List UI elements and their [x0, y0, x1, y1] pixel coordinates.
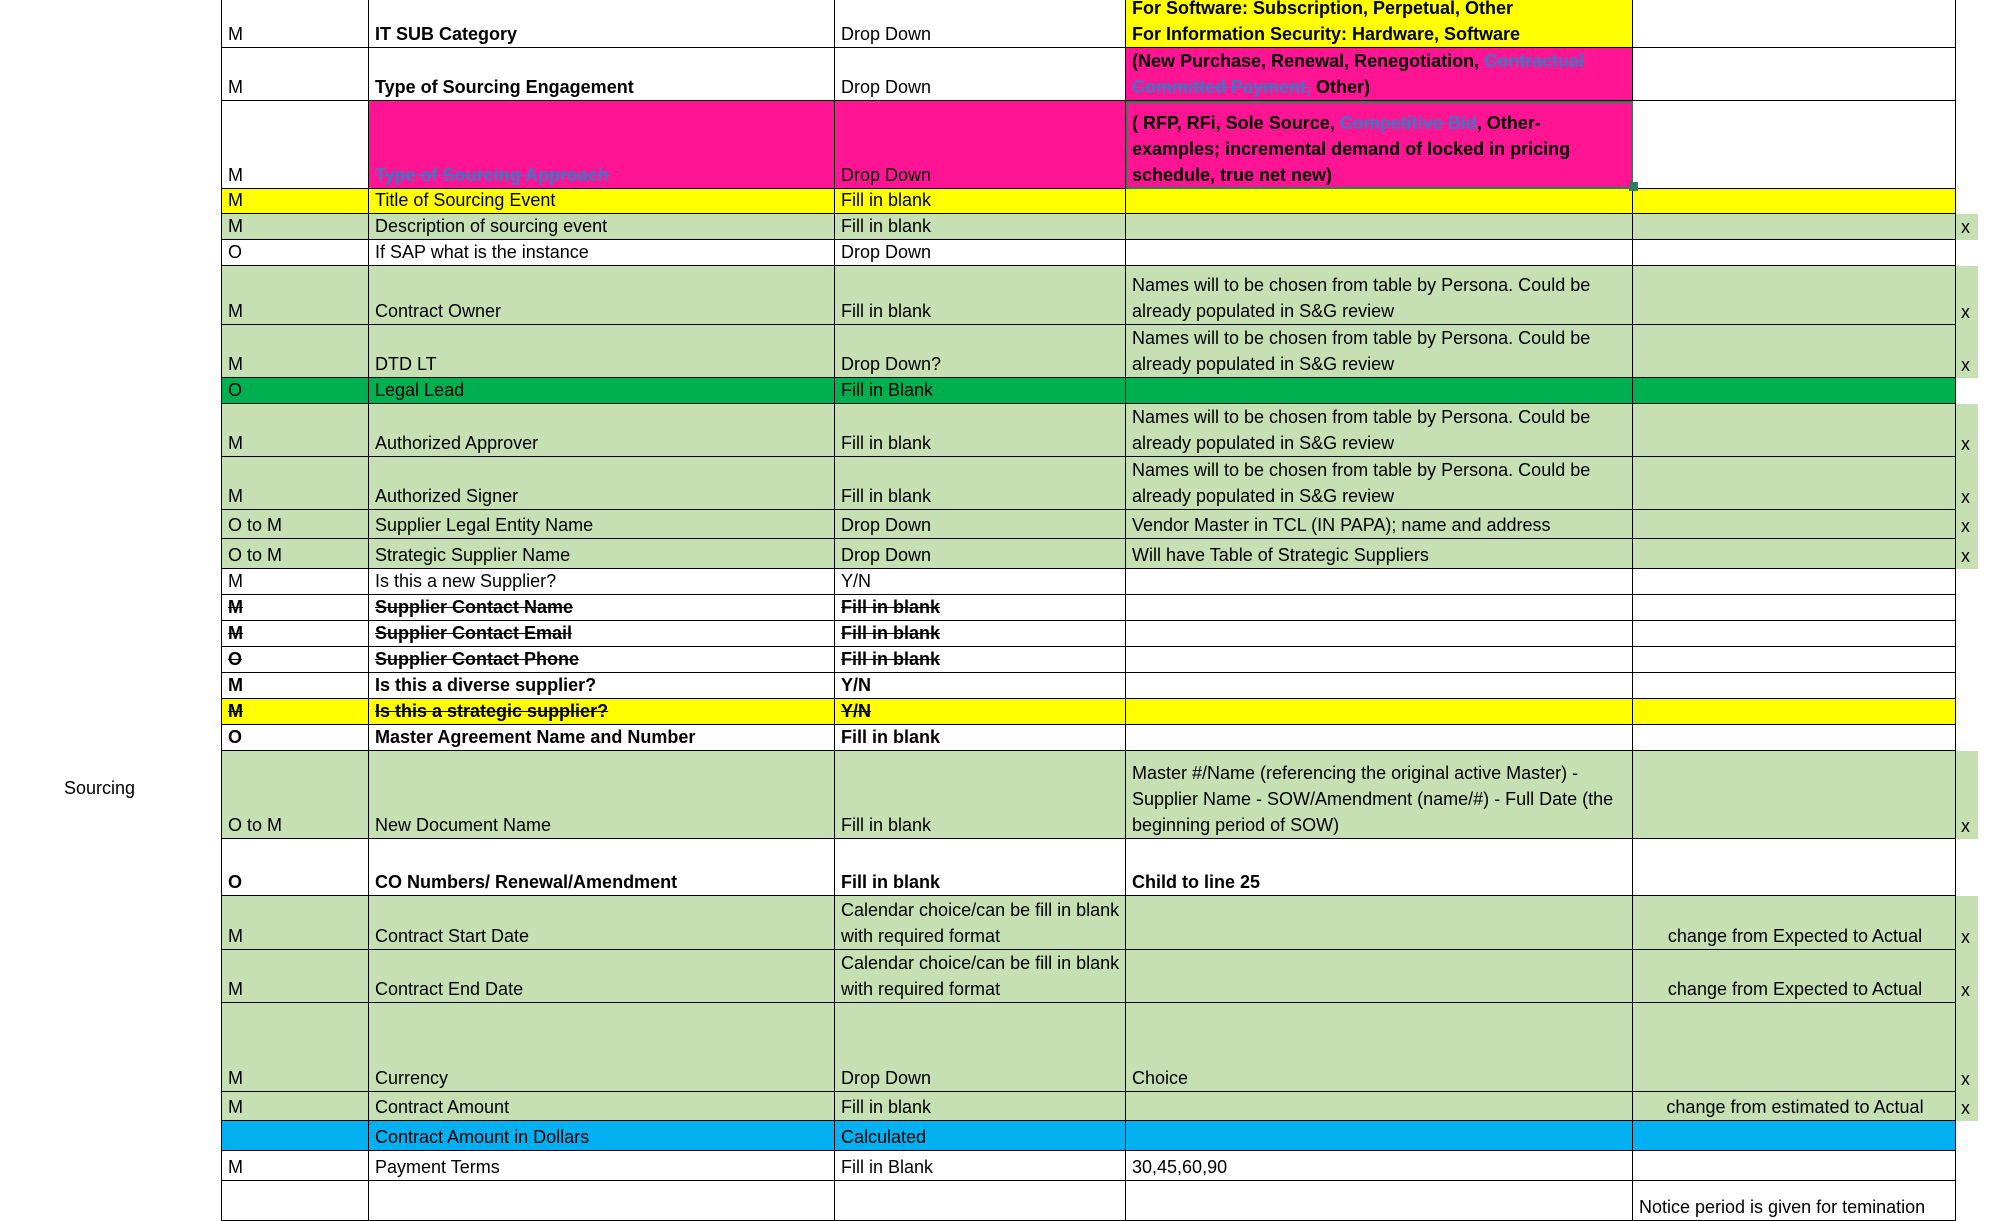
notes-cell[interactable]: [1633, 751, 1956, 839]
required-flag-text: M: [228, 979, 243, 999]
x-mark: x: [1961, 516, 1970, 536]
field-name-cell[interactable]: [369, 621, 835, 647]
input-type-cell[interactable]: [835, 699, 1126, 725]
allowed-values-text: 30,45,60,90: [1132, 1157, 1228, 1177]
x-mark: x: [1961, 217, 1970, 237]
table-row: [0, 539, 2000, 569]
required-flag-cell[interactable]: [221, 647, 369, 673]
field-name-text: If SAP what is the instance: [375, 242, 589, 262]
allowed-values-cell[interactable]: [1126, 457, 1633, 510]
required-flag-cell[interactable]: [221, 569, 369, 595]
table-row: [0, 510, 2000, 539]
field-name-text: IT SUB Category: [375, 24, 518, 44]
table-row: [0, 48, 2000, 101]
input-type-text: Fill in blank: [841, 872, 941, 892]
field-name-text: Title of Sourcing Event: [375, 190, 556, 210]
table-row: [0, 751, 2000, 839]
field-name-text: Contract End Date: [375, 979, 524, 999]
required-flag-text: M: [228, 571, 243, 591]
notes-cell[interactable]: [1633, 214, 1956, 240]
notes-cell[interactable]: [1633, 725, 1956, 751]
input-type-text: Drop Down: [841, 165, 932, 185]
required-flag-text: M: [228, 301, 243, 321]
field-name-text: New Document Name: [375, 815, 552, 835]
allowed-values-cell[interactable]: [1126, 214, 1633, 240]
required-flag-text: O: [228, 872, 243, 892]
allowed-values-cell[interactable]: [1126, 950, 1633, 1003]
allowed-values-cell[interactable]: [1126, 595, 1633, 621]
notes-text: change from estimated to Actual: [1666, 1097, 1924, 1117]
field-name-cell[interactable]: [369, 539, 835, 569]
input-type-cell[interactable]: [835, 48, 1126, 101]
notes-cell[interactable]: [1633, 539, 1956, 569]
allowed-values-cell[interactable]: [1126, 569, 1633, 595]
table-row: [0, 457, 2000, 510]
required-flag-cell[interactable]: [221, 595, 369, 621]
text-run: ( RFP, RFi, Sole Source,: [1132, 113, 1340, 133]
table-row: [0, 1151, 2000, 1181]
input-type-cell[interactable]: [835, 621, 1126, 647]
input-type-cell[interactable]: [835, 510, 1126, 539]
field-name-text: Supplier Contact Phone: [375, 649, 580, 669]
notes-cell[interactable]: [1633, 1092, 1956, 1121]
field-name-cell[interactable]: [369, 101, 835, 189]
field-name-cell[interactable]: [369, 725, 835, 751]
required-flag-text: M: [228, 1068, 243, 1088]
allowed-values-cell[interactable]: [1126, 647, 1633, 673]
allowed-values-text: Names will to be chosen from table by Persona. Could be already populated in S&G review: [1132, 275, 1591, 321]
notes-cell[interactable]: [1633, 950, 1956, 1003]
required-flag-text: M: [228, 216, 243, 236]
x-mark: x: [1961, 355, 1970, 375]
allowed-values-cell[interactable]: [1126, 101, 1633, 189]
table-row: [0, 699, 2000, 725]
field-name-text: Legal Lead: [375, 380, 465, 400]
field-name-cell[interactable]: [369, 1181, 835, 1221]
required-flag-cell[interactable]: [221, 950, 369, 1003]
input-type-cell[interactable]: [835, 189, 1126, 214]
required-flag-text: O: [228, 242, 243, 262]
field-name-text: Is this a new Supplier?: [375, 571, 557, 591]
field-name-cell[interactable]: [369, 214, 835, 240]
allowed-values-cell[interactable]: [1126, 325, 1633, 378]
table-row: [0, 595, 2000, 621]
table-row: [0, 404, 2000, 457]
input-type-text: Drop Down: [841, 515, 932, 535]
notes-cell[interactable]: [1633, 621, 1956, 647]
allowed-values-cell[interactable]: [1126, 839, 1633, 896]
table-row: [0, 378, 2000, 404]
notes-cell[interactable]: [1633, 404, 1956, 457]
x-mark: x: [1961, 980, 1970, 1000]
field-name-text: Type of Sourcing Engagement: [375, 77, 634, 97]
input-type-cell[interactable]: [835, 1121, 1126, 1151]
required-flag-cell[interactable]: [221, 896, 369, 950]
required-flag-text: O: [228, 727, 243, 747]
field-name-text: DTD LT: [375, 354, 437, 374]
field-name-text: Payment Terms: [375, 1157, 500, 1177]
required-flag-cell[interactable]: [221, 0, 369, 48]
input-type-text: Fill in blank: [841, 1097, 932, 1117]
table-row: [0, 101, 2000, 189]
table-row: [0, 214, 2000, 240]
input-type-cell[interactable]: [835, 457, 1126, 510]
input-type-cell[interactable]: [835, 539, 1126, 569]
notes-cell[interactable]: [1633, 189, 1956, 214]
required-flag-cell[interactable]: [221, 539, 369, 569]
input-type-text: Y/N: [841, 571, 872, 591]
input-type-cell[interactable]: [835, 569, 1126, 595]
required-flag-text: M: [228, 190, 243, 210]
allowed-values-cell[interactable]: [1126, 1092, 1633, 1121]
field-name-cell[interactable]: [369, 896, 835, 950]
field-name-cell[interactable]: [369, 1003, 835, 1092]
allowed-values-cell[interactable]: [1126, 0, 1633, 48]
input-type-text: Fill in blank: [841, 597, 941, 617]
notes-cell[interactable]: [1633, 1181, 1956, 1221]
text-run: Other): [1311, 77, 1371, 97]
field-name-text: Currency: [375, 1068, 449, 1088]
input-type-text: Fill in Blank: [841, 1157, 934, 1177]
input-type-text: Fill in blank: [841, 649, 941, 669]
allowed-values-text: [1132, 110, 1628, 188]
x-mark: x: [1961, 302, 1970, 322]
required-flag-text: O to M: [228, 545, 283, 565]
field-name-cell[interactable]: [369, 1151, 835, 1181]
input-type-text: Drop Down?: [841, 354, 942, 374]
notes-text: change from Expected to Actual: [1667, 926, 1923, 946]
notes-cell[interactable]: [1633, 1121, 1956, 1151]
field-name-cell[interactable]: [369, 189, 835, 214]
field-name-text: Contract Owner: [375, 301, 502, 321]
table-row: [0, 647, 2000, 673]
input-type-text: Drop Down: [841, 1068, 932, 1088]
field-name-cell[interactable]: [369, 647, 835, 673]
field-name-cell[interactable]: [369, 751, 835, 839]
input-type-cell[interactable]: [835, 240, 1126, 266]
allowed-values-cell[interactable]: [1126, 48, 1633, 101]
input-type-text: Fill in blank: [841, 190, 932, 210]
input-type-cell[interactable]: [835, 1003, 1126, 1092]
notes-cell[interactable]: [1633, 457, 1956, 510]
required-flag-cell[interactable]: [221, 325, 369, 378]
input-type-cell[interactable]: [835, 1181, 1126, 1221]
required-flag-text: M: [228, 926, 243, 946]
allowed-values-cell[interactable]: [1126, 189, 1633, 214]
field-name-cell[interactable]: [369, 839, 835, 896]
notes-text: change from Expected to Actual: [1667, 979, 1923, 999]
required-flag-text: M: [228, 675, 243, 695]
x-mark: x: [1961, 546, 1970, 566]
required-flag-cell[interactable]: [221, 266, 369, 325]
field-name-text: Is this a strategic supplier?: [375, 701, 609, 721]
input-type-cell[interactable]: [835, 950, 1126, 1003]
field-name-text: [375, 162, 830, 188]
input-type-cell[interactable]: [835, 378, 1126, 404]
field-name-cell[interactable]: [369, 48, 835, 101]
field-name-cell[interactable]: [369, 950, 835, 1003]
allowed-values-text: Names will to be chosen from table by Persona. Could be already populated in S&G review: [1132, 407, 1591, 453]
x-mark: x: [1961, 434, 1970, 454]
section-label-sourcing: Sourcing: [64, 778, 136, 798]
required-flag-text: M: [228, 623, 243, 643]
input-type-text: Calendar choice/can be fill in blank with required format: [841, 900, 1120, 946]
text-run: , Other-examples; incremental demand of locked in pricing schedule, true net new): [1132, 113, 1571, 185]
field-name-text: Strategic Supplier Name: [375, 545, 571, 565]
table-row: [0, 0, 2000, 48]
input-type-text: Fill in Blank: [841, 380, 934, 400]
required-flag-cell[interactable]: [221, 1092, 369, 1121]
table-row: [0, 1092, 2000, 1121]
field-name-text: Authorized Signer: [375, 486, 519, 506]
text-run: (New Purchase, Renewal, Renegotiation,: [1132, 51, 1485, 71]
x-mark: x: [1961, 816, 1970, 836]
allowed-values-cell[interactable]: [1126, 725, 1633, 751]
allowed-values-cell[interactable]: [1126, 1181, 1633, 1221]
input-type-text: Drop Down: [841, 242, 932, 262]
field-name-text: Master Agreement Name and Number: [375, 727, 696, 747]
required-flag-cell[interactable]: [221, 240, 369, 266]
notes-cell[interactable]: [1633, 569, 1956, 595]
notes-cell[interactable]: [1633, 48, 1956, 101]
required-flag-cell[interactable]: [221, 101, 369, 189]
field-name-cell[interactable]: [369, 673, 835, 699]
field-name-text: Supplier Contact Name: [375, 597, 574, 617]
allowed-values-text: [1132, 48, 1628, 100]
allowed-values-text: Choice: [1132, 1068, 1189, 1088]
table-row: [0, 1003, 2000, 1092]
input-type-cell[interactable]: [835, 214, 1126, 240]
input-type-text: Fill in blank: [841, 486, 932, 506]
required-flag-cell[interactable]: [221, 699, 369, 725]
required-flag-cell[interactable]: [221, 839, 369, 896]
input-type-cell[interactable]: [835, 595, 1126, 621]
notes-cell[interactable]: [1633, 378, 1956, 404]
required-flag-cell[interactable]: [221, 1003, 369, 1092]
field-name-cell[interactable]: [369, 595, 835, 621]
required-flag-text: M: [228, 354, 243, 374]
field-name-cell[interactable]: [369, 0, 835, 48]
x-mark: x: [1961, 1069, 1970, 1089]
input-type-text: Calendar choice/can be fill in blank with required format: [841, 953, 1120, 999]
required-flag-cell[interactable]: [221, 457, 369, 510]
input-type-cell[interactable]: [835, 101, 1126, 189]
table-row: [0, 896, 2000, 950]
allowed-values-cell[interactable]: [1126, 1003, 1633, 1092]
required-flag-text: M: [228, 597, 243, 617]
notes-cell[interactable]: [1633, 240, 1956, 266]
required-flag-cell[interactable]: [221, 751, 369, 839]
text-run: Contractual Committed Payment,: [1132, 51, 1585, 97]
table-row: [0, 950, 2000, 1003]
x-mark: x: [1961, 927, 1970, 947]
field-name-text: CO Numbers/ Renewal/Amendment: [375, 872, 678, 892]
text-run: Competitive Bid: [1339, 113, 1477, 133]
input-type-text: Drop Down: [841, 24, 932, 44]
notes-cell[interactable]: [1633, 1151, 1956, 1181]
field-name-text: Contract Amount: [375, 1097, 510, 1117]
input-type-cell[interactable]: [835, 751, 1126, 839]
input-type-text: Y/N: [841, 675, 872, 695]
field-name-cell[interactable]: [369, 378, 835, 404]
required-flag-cell[interactable]: [221, 1181, 369, 1221]
notes-cell[interactable]: [1633, 647, 1956, 673]
required-flag-cell[interactable]: [221, 1121, 369, 1151]
allowed-values-text: Names will to be chosen from table by Persona. Could be already populated in S&G review: [1132, 460, 1591, 506]
required-flag-cell[interactable]: [221, 378, 369, 404]
allowed-values-cell[interactable]: [1126, 896, 1633, 950]
notes-cell[interactable]: [1633, 510, 1956, 539]
required-flag-cell[interactable]: [221, 510, 369, 539]
table-row: [0, 725, 2000, 751]
allowed-values-cell[interactable]: [1126, 1151, 1633, 1181]
input-type-cell[interactable]: [835, 325, 1126, 378]
input-type-cell[interactable]: [835, 673, 1126, 699]
allowed-values-cell[interactable]: [1126, 378, 1633, 404]
required-flag-text: O to M: [228, 515, 283, 535]
input-type-cell[interactable]: [835, 404, 1126, 457]
field-name-cell[interactable]: [369, 1121, 835, 1151]
notes-cell[interactable]: [1633, 673, 1956, 699]
x-mark: x: [1961, 1098, 1970, 1118]
table-row: [0, 621, 2000, 647]
allowed-values-cell[interactable]: [1126, 1121, 1633, 1151]
required-flag-text: M: [228, 165, 243, 185]
input-type-cell[interactable]: [835, 1092, 1126, 1121]
allowed-values-cell[interactable]: [1126, 699, 1633, 725]
field-name-cell[interactable]: [369, 1092, 835, 1121]
required-flag-cell[interactable]: [221, 1151, 369, 1181]
allowed-values-cell[interactable]: [1126, 266, 1633, 325]
required-flag-text: M: [228, 1157, 243, 1177]
input-type-cell[interactable]: [835, 266, 1126, 325]
table-row: [0, 240, 2000, 266]
input-type-text: Fill in blank: [841, 216, 932, 236]
required-flag-text: M: [228, 701, 243, 721]
field-name-text: Supplier Legal Entity Name: [375, 515, 594, 535]
required-flag-text: M: [228, 486, 243, 506]
required-flag-text: O: [228, 649, 243, 669]
input-type-text: Fill in blank: [841, 815, 932, 835]
x-mark: x: [1961, 487, 1970, 507]
field-name-cell[interactable]: [369, 457, 835, 510]
notes-cell[interactable]: [1633, 595, 1956, 621]
allowed-values-text: Names will to be chosen from table by Persona. Could be already populated in S&G review: [1132, 328, 1591, 374]
field-name-text: Contract Amount in Dollars: [375, 1127, 590, 1147]
field-name-cell[interactable]: [369, 240, 835, 266]
table-row: [0, 1121, 2000, 1151]
allowed-values-text: Child to line 25: [1132, 872, 1261, 892]
required-flag-cell[interactable]: [221, 214, 369, 240]
field-name-cell[interactable]: [369, 510, 835, 539]
required-flag-text: O: [228, 380, 243, 400]
field-name-text: Is this a diverse supplier?: [375, 675, 597, 695]
field-name-text: Supplier Contact Email: [375, 623, 573, 643]
input-type-text: Y/N: [841, 701, 872, 721]
table-row: [0, 189, 2000, 214]
input-type-text: Calculated: [841, 1127, 927, 1147]
required-flag-cell[interactable]: [221, 725, 369, 751]
allowed-values-cell[interactable]: [1126, 621, 1633, 647]
allowed-values-text: For Software: Subscription, Perpetual, Other For Information Security: Hardware, Software: [1132, 0, 1521, 44]
text-run: Type of Sourcing Approach: [375, 165, 610, 185]
field-name-cell[interactable]: [369, 404, 835, 457]
notes-cell[interactable]: [1633, 896, 1956, 950]
notes-cell[interactable]: [1633, 839, 1956, 896]
required-flag-text: M: [228, 77, 243, 97]
input-type-text: Drop Down: [841, 77, 932, 97]
required-flag-text: M: [228, 433, 243, 453]
field-name-text: Contract Start Date: [375, 926, 530, 946]
input-type-text: Fill in blank: [841, 301, 932, 321]
required-flag-text: M: [228, 1097, 243, 1117]
field-name-text: Description of sourcing event: [375, 216, 608, 236]
notes-cell[interactable]: [1633, 699, 1956, 725]
fill-handle[interactable]: [1629, 182, 1638, 191]
notes-cell[interactable]: [1633, 101, 1956, 189]
allowed-values-cell[interactable]: [1126, 751, 1633, 839]
required-flag-text: O to M: [228, 815, 283, 835]
table-row: [0, 1181, 2000, 1221]
input-type-cell[interactable]: [835, 725, 1126, 751]
allowed-values-cell[interactable]: [1126, 240, 1633, 266]
notes-cell[interactable]: [1633, 1003, 1956, 1092]
field-name-cell[interactable]: [369, 266, 835, 325]
input-type-cell[interactable]: [835, 839, 1126, 896]
allowed-values-text: Master #/Name (referencing the original active Master) - Supplier Name - SOW/Amendment (name/#) - Full Date (the beginning period of SOW): [1132, 763, 1614, 835]
notes-cell[interactable]: [1633, 325, 1956, 378]
required-flag-cell[interactable]: [221, 189, 369, 214]
table-row: [0, 266, 2000, 325]
table-row: [0, 569, 2000, 595]
notes-cell[interactable]: [1633, 266, 1956, 325]
field-name-cell[interactable]: [369, 325, 835, 378]
allowed-values-text: Vendor Master in TCL (IN PAPA); name and address: [1132, 515, 1551, 535]
required-flag-cell[interactable]: [221, 621, 369, 647]
input-type-cell[interactable]: [835, 647, 1126, 673]
table-row: [0, 673, 2000, 699]
required-flag-cell[interactable]: [221, 48, 369, 101]
notes-cell[interactable]: [1633, 0, 1956, 48]
field-name-text: Authorized Approver: [375, 433, 539, 453]
allowed-values-cell[interactable]: [1126, 539, 1633, 569]
allowed-values-cell[interactable]: [1126, 510, 1633, 539]
required-flag-cell[interactable]: [221, 673, 369, 699]
allowed-values-cell[interactable]: [1126, 673, 1633, 699]
input-type-text: Drop Down: [841, 545, 932, 565]
required-flag-cell[interactable]: [221, 404, 369, 457]
notes-text: Notice period is given for temination: [1639, 1197, 1926, 1217]
table-row: [0, 325, 2000, 378]
input-type-text: Fill in blank: [841, 433, 932, 453]
input-type-cell[interactable]: [835, 1151, 1126, 1181]
allowed-values-cell[interactable]: [1126, 404, 1633, 457]
allowed-values-text: Will have Table of Strategic Suppliers: [1132, 545, 1429, 565]
input-type-text: Fill in blank: [841, 623, 941, 643]
table-row: [0, 839, 2000, 896]
required-flag-text: M: [228, 24, 243, 44]
input-type-cell[interactable]: [835, 896, 1126, 950]
field-name-cell[interactable]: [369, 699, 835, 725]
input-type-text: Fill in blank: [841, 727, 941, 747]
input-type-cell[interactable]: [835, 0, 1126, 48]
field-name-cell[interactable]: [369, 569, 835, 595]
